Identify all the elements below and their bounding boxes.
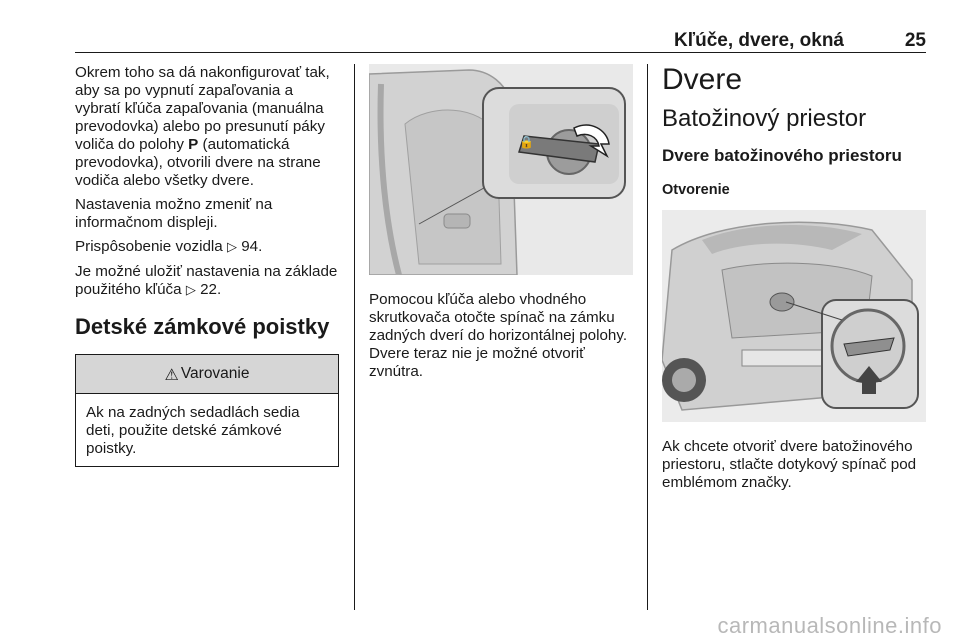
tailgate-illustration [662, 210, 926, 422]
warning-box [75, 354, 339, 467]
heading-luggage: Batožinový priestor [662, 105, 867, 132]
paragraph [75, 238, 340, 257]
page-reference: 22. [200, 281, 222, 298]
section-title: Detské zámkové poistky [75, 314, 330, 339]
paragraph-text: Prispôsobenie vozidla [75, 238, 223, 255]
column-divider [354, 64, 355, 610]
paragraph: Nastavenia možno zmeniť na informačnom displeji. [75, 196, 273, 231]
heading-tailgate: Dvere batožinového priestoru [662, 146, 902, 165]
bold-text: P [188, 136, 199, 153]
paragraph-text: Je možné uložiť nastavenia na základe použitého kľúča [75, 263, 338, 298]
paragraph [75, 64, 340, 190]
paragraph [75, 263, 340, 300]
warning-header [76, 355, 338, 394]
svg-text:🔒: 🔒 [519, 135, 534, 149]
page-number: 25 [904, 30, 926, 51]
watermark: carmanualsonline.info [717, 613, 942, 638]
warning-body: Ak na zadných sedadlách sedia deti, použite detské zámkové poistky. [86, 404, 300, 457]
triangle-right-icon: ▷ [185, 283, 196, 298]
figure-caption: Pomocou kľúča alebo vhodného skrutkovača otočte spínač na zámku zadných dverí do horizontálnej polohy. Dvere teraz nie je možné otvoriť zvnútra. [369, 291, 628, 380]
header-title: Kľúče, dvere, okná [674, 30, 844, 51]
warning-title: Varovanie [180, 365, 250, 382]
page-header [75, 26, 926, 53]
child-lock-illustration [369, 64, 633, 275]
page-reference: 94. [241, 238, 263, 255]
column-divider [647, 64, 648, 610]
heading-doors: Dvere [662, 63, 743, 96]
triangle-right-icon: ▷ [226, 240, 237, 255]
figure-caption: Ak chcete otvoriť dvere batožinového priestoru, stlačte dotykový spínač pod emblémom značky. [662, 438, 917, 491]
paragraph-text: (automatická prevodovka), otvorili dvere na strane vodiča alebo všetky dvere. [75, 136, 321, 189]
heading-opening: Otvorenie [662, 182, 730, 198]
column-middle [369, 64, 633, 387]
warning-triangle-icon: ⚠ [164, 364, 179, 384]
column-left [75, 64, 340, 467]
paragraph-text: Okrem toho sa dá nakonfigurovať tak, aby sa po vypnutí zapaľovania a vybratí kľúča zapaľovania (manuálna prevodovka) alebo po presunutí páky voliča do polohy [75, 64, 330, 153]
column-right [662, 64, 926, 498]
